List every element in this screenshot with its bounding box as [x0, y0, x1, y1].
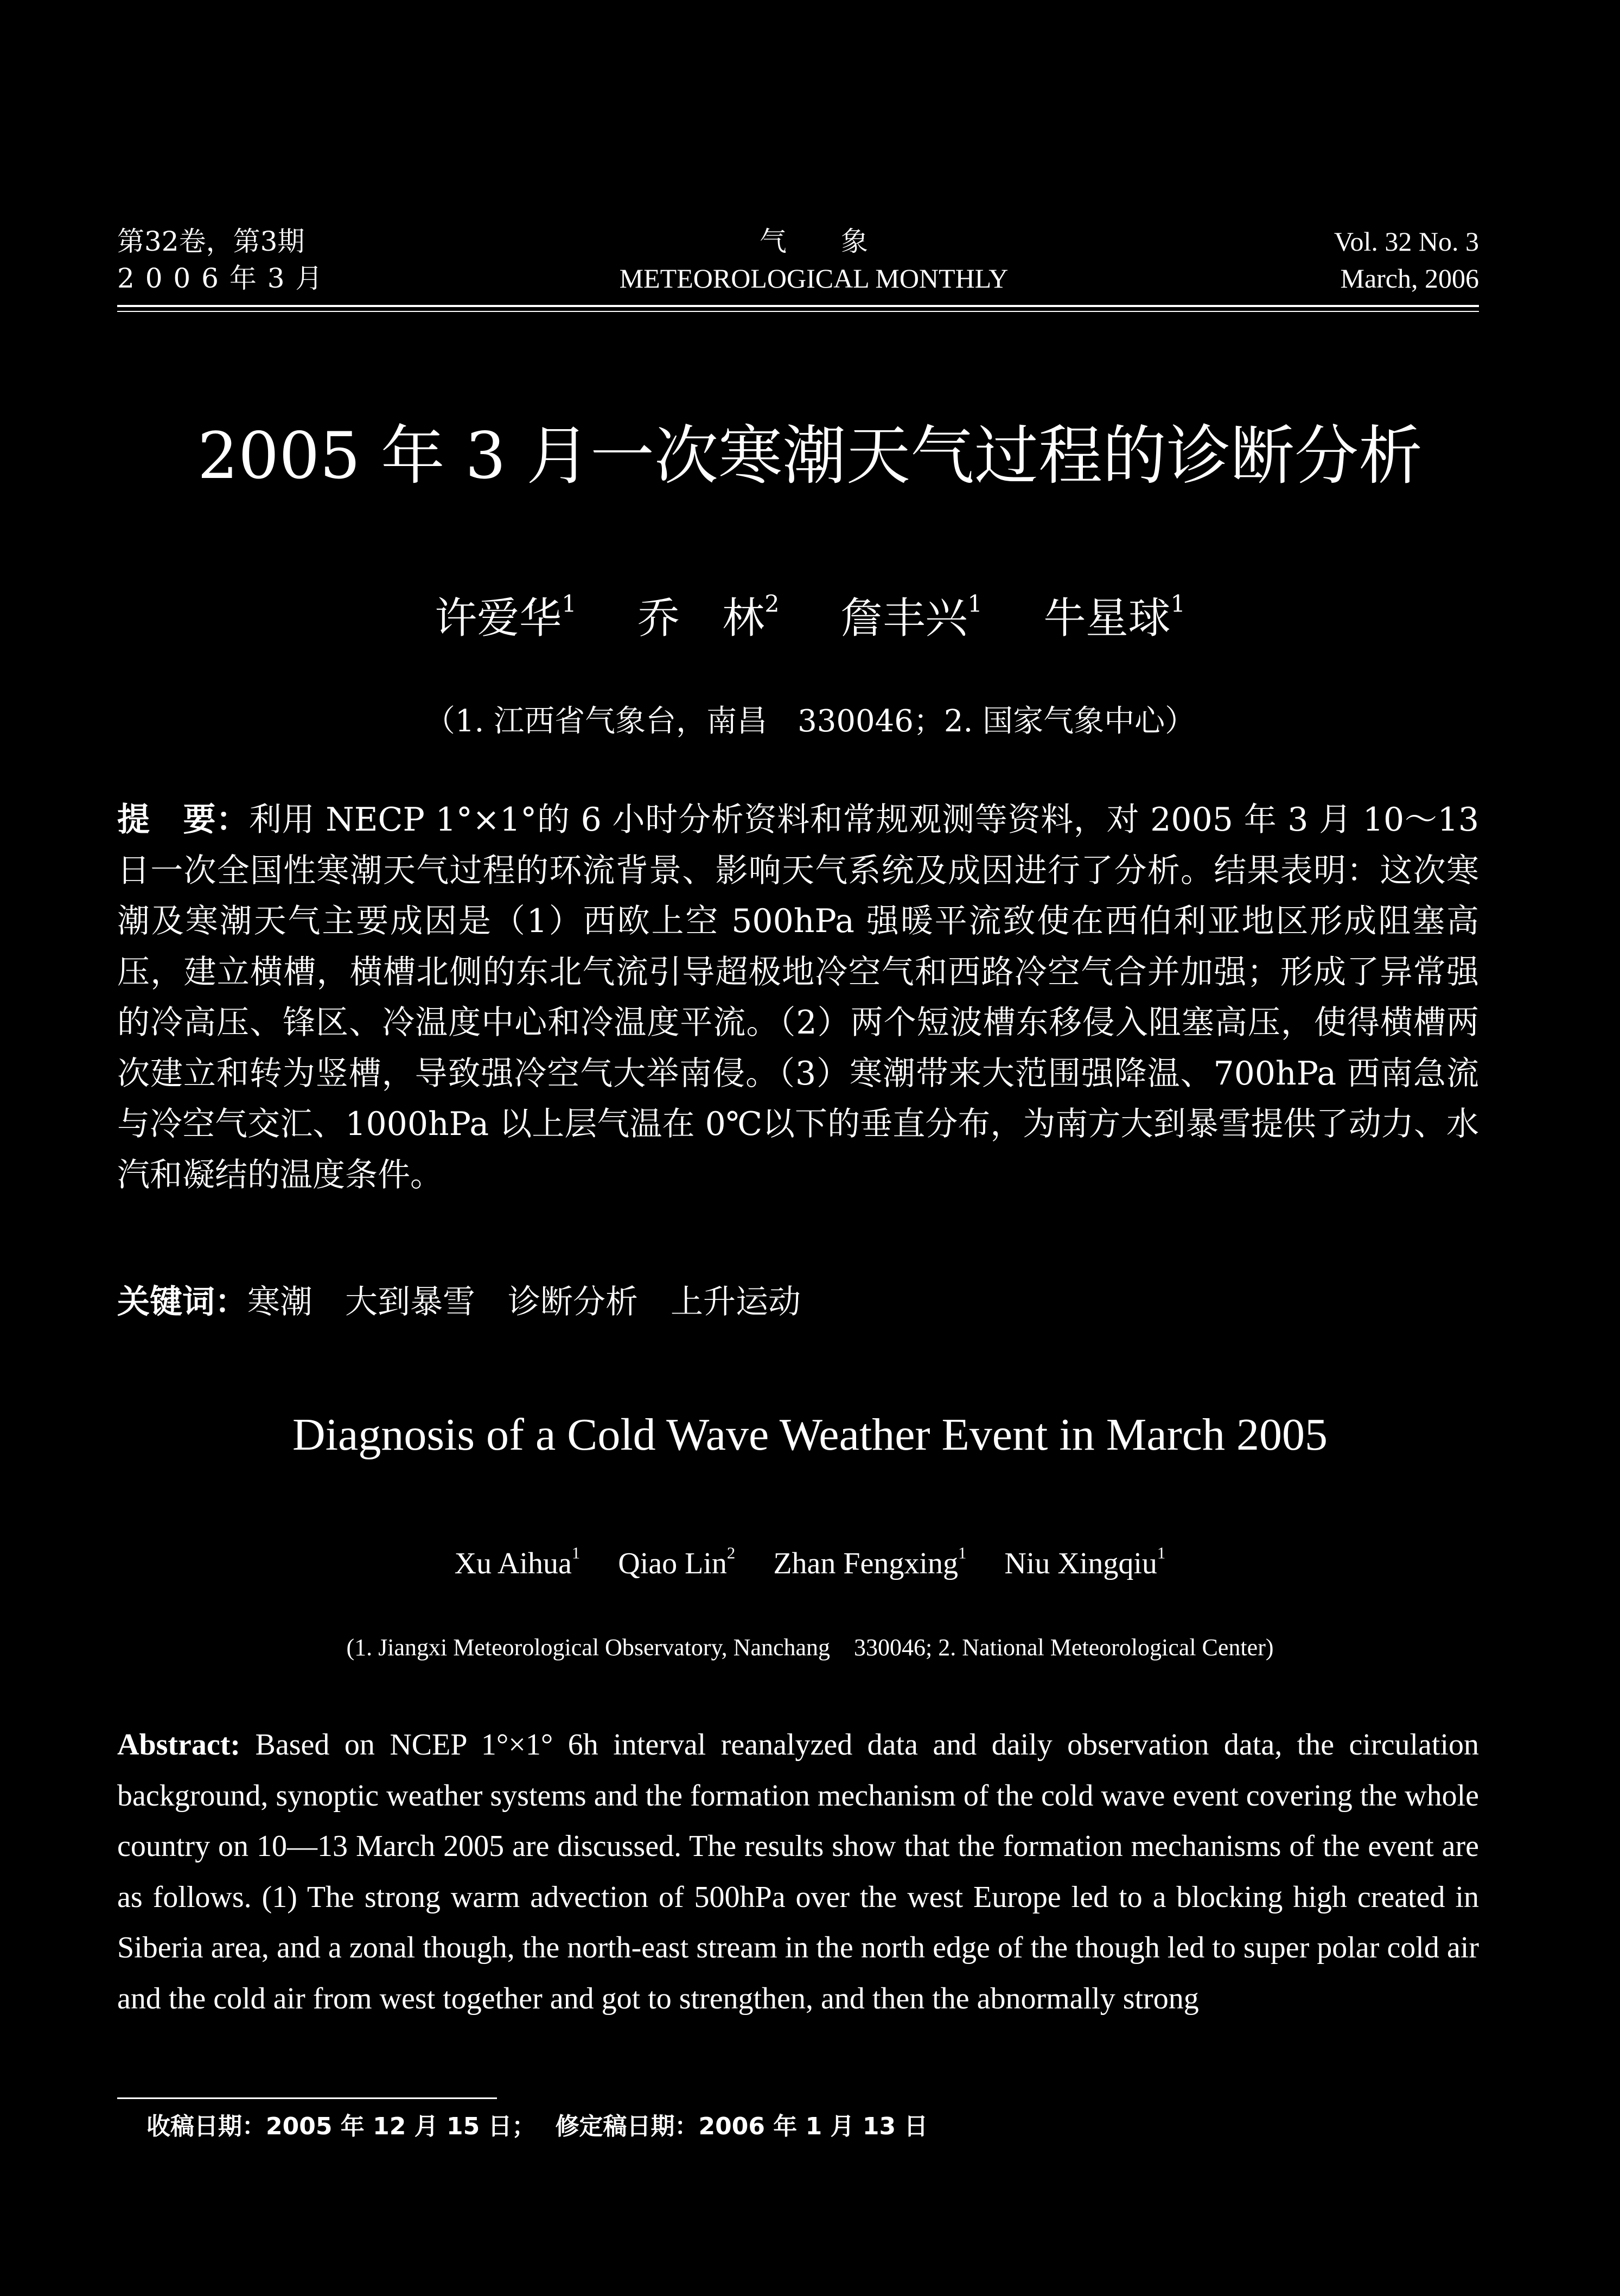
keyword: 上升运动 — [671, 1283, 801, 1321]
author-en: Xu Aihua$^1$ — [454, 1544, 581, 1580]
keywords-cn — [117, 1278, 1479, 1326]
keyword: 大到暴雪 — [345, 1283, 475, 1321]
header-rule-top — [117, 305, 1479, 307]
journal-volume-en: Vol. 32 No. 3 — [1334, 226, 1479, 257]
keyword: 寒潮 — [247, 1283, 312, 1321]
abstract-cn-text: 利用 NECP 1°×1°的 6 小时分析资料和常规观测等资料，对 2005 年 3 月 10～13 日一次全国性寒潮天气过程的环流背景、影响天气系统及成因进行了分析。结果表明：这次寒潮及寒潮天气主要成因是（1）西欧上空 500hPa 强暖平流致使在西伯利亚地区形成阻塞高压，建立横槽，横槽北侧的东北气流引导超极地冷空气和西路冷空气合并加强；形成了异常强的冷高压、锋区、冷温度中心和冷温度平流。（2）两个短波槽东移侵入阻塞高压，使得横槽两次建立和转为竖槽，导致强冷空气大举南侵。（3）寒潮带来大范围强降温、700hPa 西南急流与冷空气交汇、1000hPa 以上层气温在 0℃以下的垂直分布，为南方大到暴雪提供了动力、水汽和凝结的温度条件。 — [117, 801, 1479, 1194]
journal-name-cn: 气 象 — [760, 226, 868, 257]
author-cn: 詹丰兴$^1$ — [840, 590, 983, 643]
revised-date: 修定稿日期：2006 年 1 月 13 日 — [555, 2113, 928, 2140]
abstract-en — [117, 1720, 1479, 2024]
received-date: 收稿日期：2005 年 12 月 15 日； — [146, 2113, 536, 2140]
author-cn: 乔 林$^2$ — [637, 590, 780, 643]
author-cn: 牛星球$^1$ — [1043, 590, 1185, 643]
footnote-rule — [117, 2097, 497, 2099]
abstract-en-text: Based on NCEP 1°×1° 6h interval reanalyzed data and daily observation data, the circulation background, synoptic weather systems and the formation mechanism of the cold wave event covering the whole country on 10—13 March 2005 are discussed. The results show that the formation mechanisms of the event are as follows. (1) The strong warm advection of 500hPa over the west Europe led to a blocking high created in Siberia area, and a zonal though, the north-east stream in the north edge of the though led to super polar cold air and the cold air from west together and got to strengthen, and then the abnormally strong — [117, 1728, 1479, 2016]
abstract-en-label: Abstract: — [117, 1728, 241, 1762]
affiliations-cn: （1. 江西省气象台，南昌 330046；2. 国家气象中心） — [424, 704, 1196, 739]
journal-volume-issue: 第32卷，第3期 — [117, 226, 305, 257]
paper-title-cn: 2005 年 3 月一次寒潮天气过程的诊断分析 — [197, 418, 1423, 493]
author-en: Niu Xingqiu$^1$ — [1004, 1544, 1166, 1580]
author-cn: 许爱华$^1$ — [435, 590, 577, 643]
authors-cn — [0, 589, 1620, 648]
keywords-cn-label: 关键词： — [117, 1283, 247, 1321]
authors-en — [0, 1542, 1620, 1585]
journal-date-en: March, 2006 — [1340, 263, 1479, 294]
journal-name-en: METEOROLOGICAL MONTHLY — [619, 263, 1009, 294]
author-en: Qiao Lin$^2$ — [618, 1544, 736, 1580]
footnote — [146, 2108, 928, 2146]
paper-title-en: Diagnosis of a Cold Wave Weather Event in March 2005 — [292, 1410, 1328, 1460]
abstract-cn — [117, 795, 1479, 1201]
abstract-cn-label: 提 要： — [117, 801, 249, 839]
header-rule-bottom — [117, 311, 1479, 312]
affiliations-en: (1. Jiangxi Meteorological Observatory, Nanchang 330046; 2. National Meteorological Center) — [346, 1634, 1274, 1661]
author-en: Zhan Fengxing$^1$ — [773, 1544, 967, 1580]
keyword: 诊断分析 — [508, 1283, 638, 1321]
journal-date-cn: 2 0 0 6 年 3 月 — [117, 263, 324, 294]
